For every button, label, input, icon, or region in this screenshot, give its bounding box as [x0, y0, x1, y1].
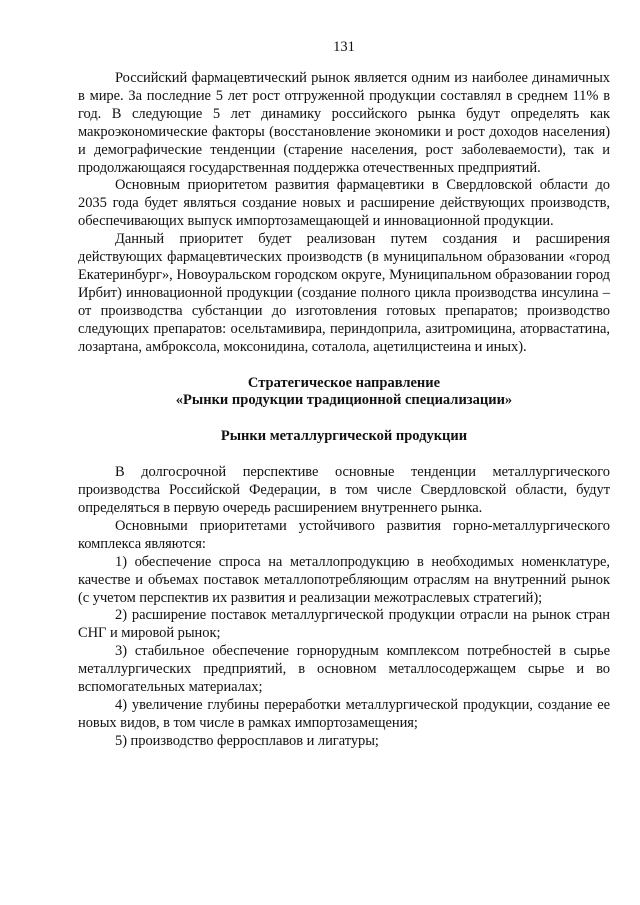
list-item-priority-4: 4) увеличение глубины переработки металлургической продукции, создание ее новых видов, в том числе в рамках импортозамещения;: [78, 697, 610, 731]
spacer: [78, 446, 610, 464]
paragraph-metallurgy-priorities-intro: Основными приоритетами устойчивого развития горно-металлургического комплекса являются:: [78, 517, 610, 552]
strategic-direction-subheading: «Рынки продукции традиционной специализации»: [175, 392, 513, 409]
list-item-priority-1: 1) обеспечение спроса на металлопродукцию в необходимых номенклатуре, качестве и объемах поставок металлопотребляющим отраслям на внутренний рынок (с учетом перспектив их развития и реализации межотраслевых стратегий);: [78, 553, 610, 606]
strategic-direction-heading: Стратегическое направление: [247, 374, 441, 391]
paragraph-metallurgy-trends: В долгосрочной перспективе основные тенденции металлургического производства Российской Федерации, в том числе Свердловской области, будут определяться в первую очередь расширением внутреннего рынка.: [78, 464, 610, 517]
spacer: [78, 357, 610, 375]
list-item-priority-2: 2) расширение поставок металлургической продукции отрасли на рынок стран СНГ и мировой рынок;: [78, 607, 610, 642]
page-number: 131: [333, 39, 355, 55]
list-item-priority-3: 3) стабильное обеспечение горнорудным комплексом потребностей в сырье металлургических предприятий, в основном металлосодержащем сырье и во вспомогательных материалах;: [78, 643, 610, 696]
list-item-priority-5: 5) производство ферросплавов и лигатуры;: [115, 732, 379, 749]
paragraph-pharma-priority: Основным приоритетом развития фармацевтики в Свердловской области до 2035 года будет являться создание новых и расширение действующих производств, обеспечивающих выпуск импортозамещающей и инновационной продукции.: [78, 177, 610, 230]
paragraph-pharma-implementation: Данный приоритет будет реализован путем создания и расширения действующих фармацевтических производств (в муниципальном образовании «город Екатеринбург», Новоуральском городском округе, Муниципальном образовании город Ирбит) инновационной продукции (создание полного цикла производства инсулина – от производства субстанции до изготовления готовых препаратов; производство следующих препаратов: осельтамивира, периндоприла, азитромицина, аторвастатина, лозартана, амброксола, моксонидина, соталола, ацетилцистеина и иных).: [78, 231, 610, 355]
section-heading-metallurgy: Рынки металлургической продукции: [220, 428, 468, 445]
paragraph-pharma-market: Российский фармацевтический рынок является одним из наиболее динамичных в мире. За последние 5 лет рост отгруженной продукции составлял в среднем 11% в год. В следующие 5 лет динамику российского рынка будут определять как макроэкономические факторы (восстановление экономики и рост доходов населения) и демографические тенденции (старение населения, рост заболеваемости), так и продолжающаяся государственная поддержка отечественных предприятий.: [78, 70, 610, 176]
document-page: [78, 38, 610, 751]
spacer: [78, 410, 610, 428]
